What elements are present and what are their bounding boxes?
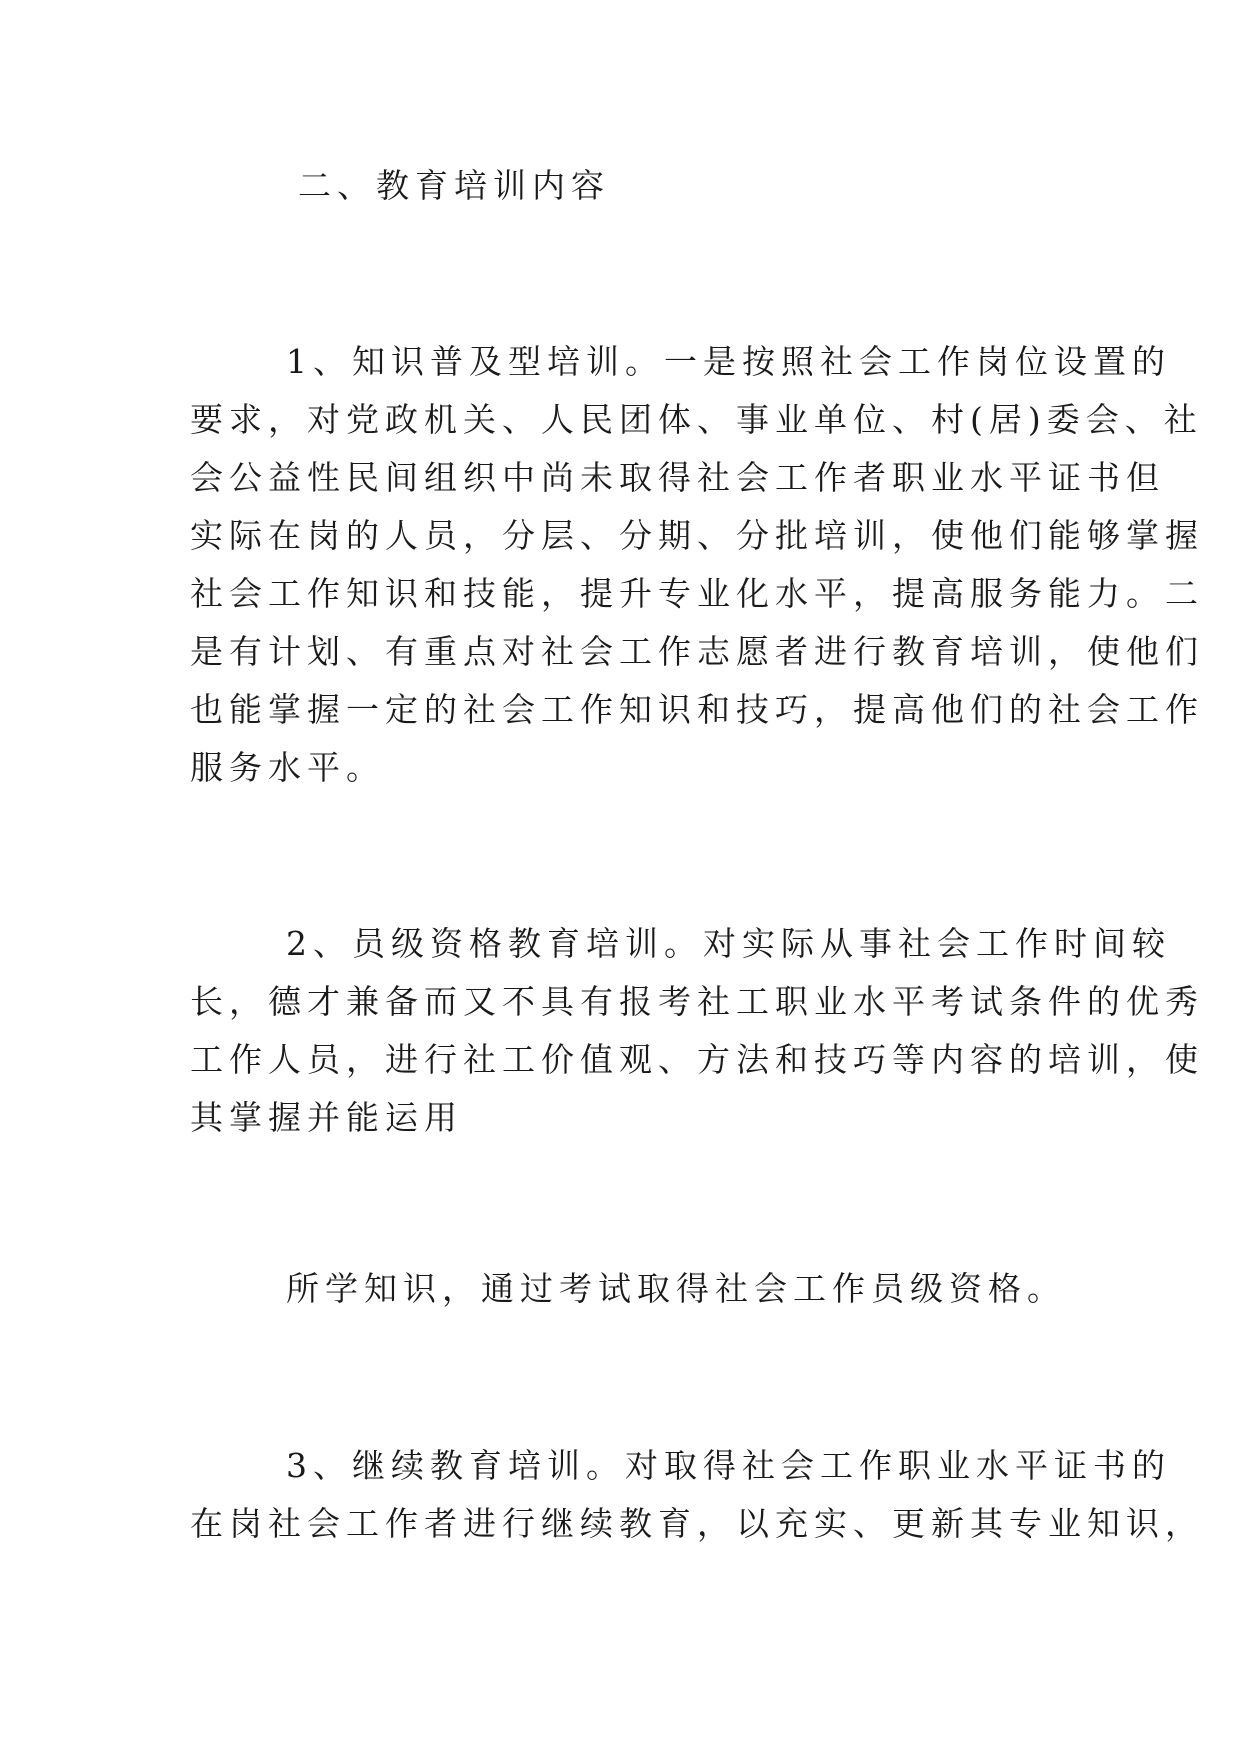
paragraph-line: 要求，对党政机关、人民团体、事业单位、村(居)委会、社 <box>190 400 1203 439</box>
paragraph-line: 1、知识普及型培训。一是按照社会工作岗位设置的 <box>286 342 1171 381</box>
paragraph-line: 工作人员，进行社工价值观、方法和技巧等内容的培训，使 <box>190 1040 1204 1079</box>
paragraph-line: 所学知识，通过考试取得社会工作员级资格。 <box>286 1269 1066 1308</box>
paragraph-line: 其掌握并能运用 <box>190 1098 463 1137</box>
paragraph-line: 服务水平。 <box>190 748 385 787</box>
section-heading <box>190 157 1050 215</box>
paragraph-qualification-training <box>190 915 1204 1147</box>
paragraph-line: 实际在岗的人员，分层、分期、分批培训，使他们能够掌握 <box>190 516 1204 555</box>
paragraph-continuation <box>190 1260 1066 1318</box>
paragraph-line: 社会工作知识和技能，提升专业化水平，提高服务能力。二 <box>190 574 1204 613</box>
paragraph-line: 3、继续教育培训。对取得社会工作职业水平证书的 <box>286 1446 1171 1485</box>
paragraph-line: 是有计划、有重点对社会工作志愿者进行教育培训，使他们 <box>190 632 1204 671</box>
heading-text: 二、教育培训内容 <box>298 166 610 205</box>
paragraph-continuing-education <box>190 1437 1204 1553</box>
paragraph-line: 会公益性民间组织中尚未取得社会工作者职业水平证书但 <box>190 458 1165 497</box>
paragraph-knowledge-training <box>190 333 1204 797</box>
paragraph-line: 也能掌握一定的社会工作知识和技巧，提高他们的社会工作 <box>190 690 1204 729</box>
paragraph-line: 长，德才兼备而又不具有报考社工职业水平考试条件的优秀 <box>190 982 1204 1021</box>
paragraph-line: 在岗社会工作者进行继续教育，以充实、更新其专业知识， <box>190 1504 1204 1543</box>
paragraph-line: 2、员级资格教育培训。对实际从事社会工作时间较 <box>286 924 1171 963</box>
